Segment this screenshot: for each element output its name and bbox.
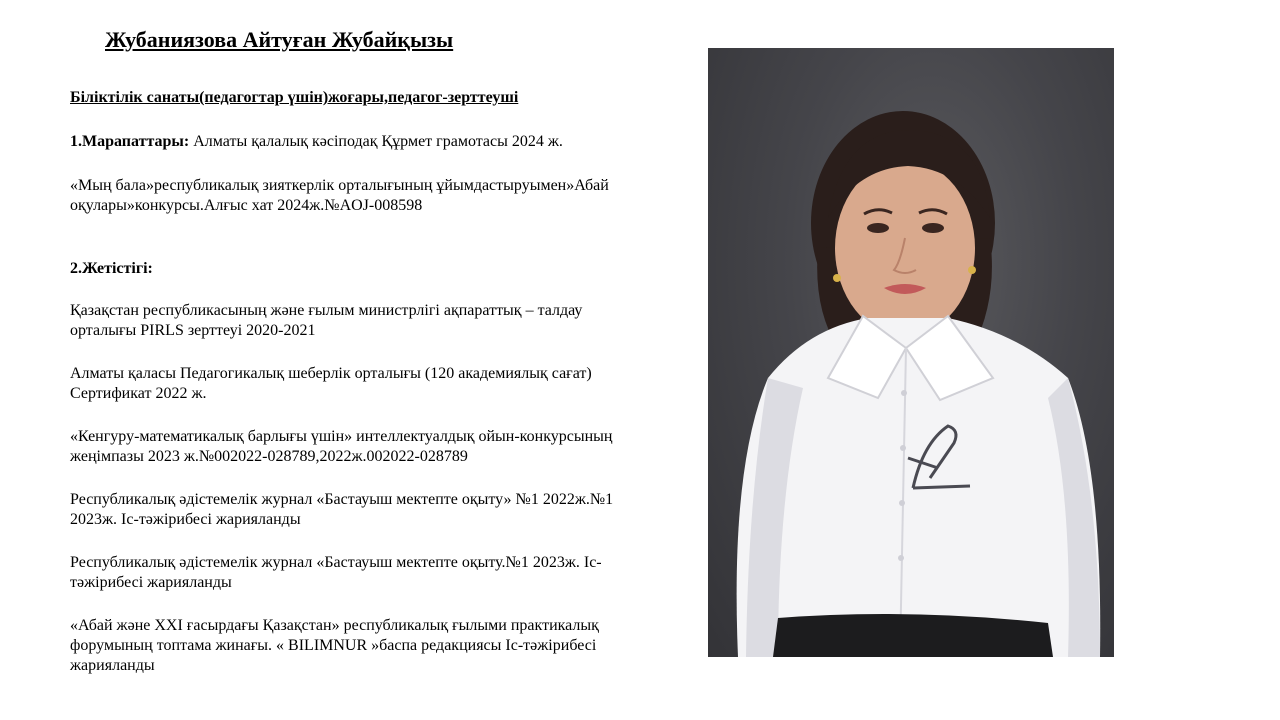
- portrait-illustration: [708, 48, 1114, 657]
- achievement-item-3: «Кенгуру-математикалық барлығы үшін» интеллектуалдық ойын-конкурсының жеңімпазы 2023 ж.№002022-028789,2022ж.002022-028789: [70, 428, 613, 465]
- awards-line: [70, 132, 670, 152]
- achievements-heading: 2.Жетістігі:: [70, 260, 153, 277]
- award-item-1: Алматы қалалық кәсіподақ Құрмет грамотасы 2024 ж.: [189, 133, 563, 150]
- qualification-category: Біліктілік санаты(педагогтар үшін)жоғары,педагог-зерттеуші: [70, 89, 519, 106]
- award-item-2: «Мың бала»республикалық зияткерлік орталығының ұйымдастыруымен»Абай оқулары»конкурсы.Алғыс хат 2024ж.№AOJ-008598: [70, 177, 609, 214]
- achievement-item-2: Алматы қаласы Педагогикалық шеберлік орталығы (120 академиялық сағат) Сертификат 2022 ж.: [70, 365, 592, 402]
- portrait-photo: [708, 48, 1114, 657]
- person-name: Жубаниязова Айтуған Жубайқызы: [105, 27, 454, 52]
- achievement-item-5: Республикалық әдістемелік журнал «Бастауыш мектепте оқыту.№1 2023ж. Іс-тәжірибесі жарияланды: [70, 554, 602, 591]
- achievement-item-1: Қазақстан республикасының және ғылым министрлігі ақпараттық – талдау орталығы PIRLS зерттеуі 2020-2021: [70, 302, 583, 339]
- achievement-item-4: Республикалық әдістемелік журнал «Бастауыш мектепте оқыту» №1 2022ж.№1 2023ж. Іс-тәжірибесі жарияланды: [70, 491, 614, 528]
- achievement-item-6: «Абай және XXI ғасырдағы Қазақстан» республикалық ғылыми практикалық форумының топтама жинағы. « BILIMNUR »баспа редакциясы Іс-тәжірибесі жарияланды: [70, 617, 599, 674]
- awards-heading: 1.Марапаттары:: [70, 133, 190, 150]
